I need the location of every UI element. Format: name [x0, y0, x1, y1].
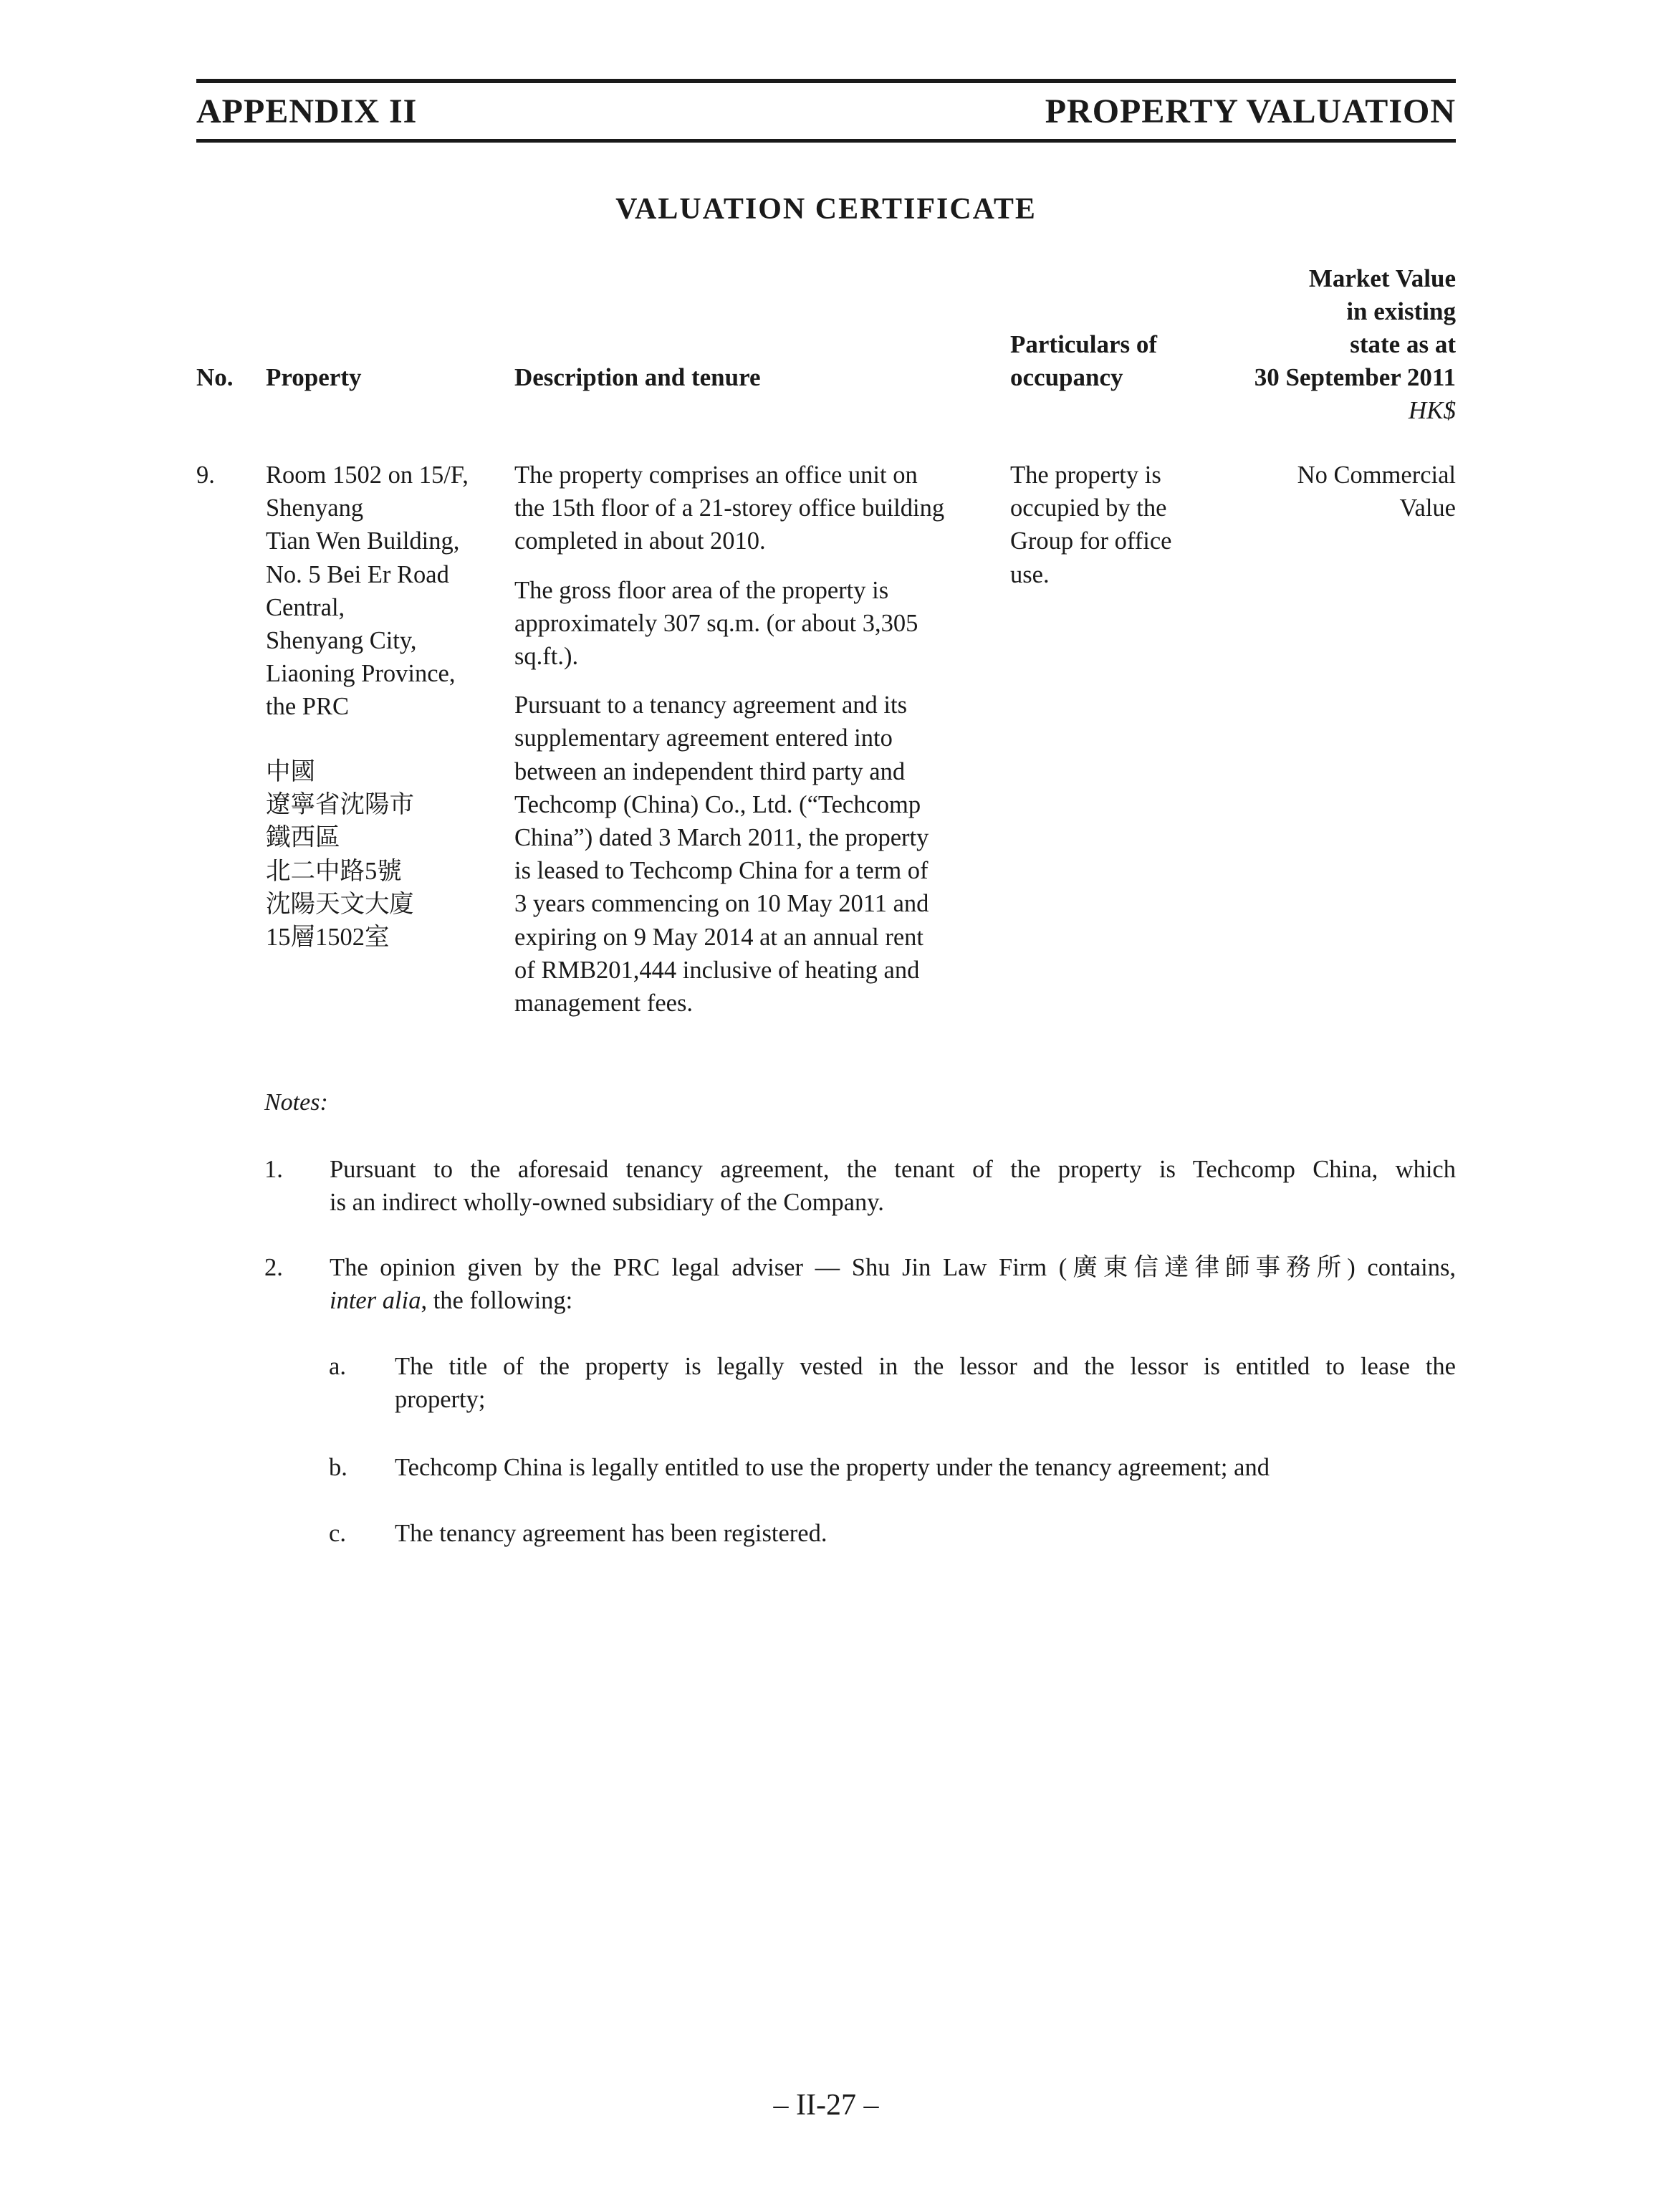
description-line: The property comprises an office unit on: [514, 461, 918, 489]
note-line: The opinion given by the PRC legal adviser — Shu Jin Law Firm (廣東信達律師事務所) contains,: [330, 1254, 1456, 1281]
description-line: expiring on 9 May 2014 at an annual rent: [514, 923, 924, 951]
section-title: PROPERTY VALUATION: [1045, 92, 1456, 130]
address-line: No. 5 Bei Er Road: [266, 560, 449, 588]
col-header-no: No.: [196, 363, 234, 391]
col-header-market-value-line: 30 September 2011: [1254, 363, 1456, 391]
note-line: [330, 1284, 1456, 1317]
property-address-en: [266, 459, 469, 724]
description-line: of RMB201,444 inclusive of heating and: [514, 956, 920, 984]
description-line: The gross floor area of the property is: [514, 576, 889, 604]
address-line: Liaoning Province,: [266, 660, 456, 688]
address-line-cn: 遼寧省沈陽市: [266, 791, 414, 819]
description-line: between an independent third party and: [514, 757, 906, 785]
currency-label: HK$: [1408, 396, 1456, 424]
col-header-description: Description and tenure: [514, 363, 761, 391]
property-address-cn: [266, 755, 414, 954]
description-and-tenure: [514, 459, 944, 1020]
market-value-line: No Commercial: [1297, 461, 1456, 489]
address-line-cn: 中國: [266, 758, 315, 785]
note-line: Pursuant to the aforesaid tenancy agreement, the tenant of the property is Techcomp China, which: [330, 1156, 1456, 1183]
address-line-cn: 沈陽天文大廈: [266, 890, 414, 918]
address-line: Room 1502 on 15/F,: [266, 461, 469, 489]
note-marker: 1.: [264, 1156, 283, 1183]
page-number: – II-27 –: [773, 2089, 879, 2122]
appendix-label: APPENDIX II: [196, 92, 418, 130]
col-header-occupancy-line: Particulars of: [1010, 330, 1158, 358]
address-line: Shenyang City,: [266, 627, 417, 655]
col-header-property: Property: [266, 363, 362, 391]
col-header-market-value: [1155, 262, 1456, 427]
certificate-title: VALUATION CERTIFICATE: [615, 193, 1037, 226]
description-line: 3 years commencing on 10 May 2011 and: [514, 890, 929, 918]
occupancy-line: The property is: [1010, 461, 1161, 489]
note-text: , the following:: [421, 1287, 573, 1314]
address-line: the PRC: [266, 693, 349, 721]
notes-label: Notes:: [264, 1089, 328, 1116]
col-header-occupancy-line: occupancy: [1010, 363, 1123, 391]
sub-note-marker: c.: [329, 1520, 346, 1547]
description-line: sq.ft.).: [514, 643, 579, 671]
description-line: completed in about 2010.: [514, 527, 766, 555]
market-value-line: Value: [1399, 494, 1456, 522]
occupancy-line: occupied by the: [1010, 494, 1167, 522]
sub-note-line: property;: [395, 1386, 486, 1413]
header-top-rule: [196, 79, 1456, 83]
note-italic-text: inter alia: [330, 1287, 421, 1314]
note-line: is an indirect wholly-owned subsidiary of the Company.: [330, 1189, 884, 1216]
sub-note-line: Techcomp China is legally entitled to use the property under the tenancy agreement; and: [395, 1454, 1270, 1481]
note-marker: 2.: [264, 1254, 283, 1281]
description-line: supplementary agreement entered into: [514, 724, 893, 752]
occupancy-line: Group for office: [1010, 527, 1172, 555]
sub-note-line: The title of the property is legally vested in the lessor and the lessor is entitled to lease the: [395, 1353, 1456, 1380]
header-bottom-rule: [196, 139, 1456, 143]
address-line: Central,: [266, 593, 345, 621]
address-line-cn: 15層1502室: [266, 924, 390, 952]
col-header-market-value-line: state as at: [1350, 330, 1456, 358]
address-line: Shenyang: [266, 494, 364, 522]
market-value: [1297, 459, 1456, 525]
description-line: approximately 307 sq.m. (or about 3,305: [514, 609, 918, 637]
particulars-of-occupancy: [1010, 459, 1171, 591]
description-line: the 15th floor of a 21-storey office building: [514, 494, 945, 522]
description-line: China”) dated 3 March 2011, the property: [514, 824, 929, 852]
description-line: Techcomp (China) Co., Ltd. (“Techcomp: [514, 790, 921, 818]
col-header-market-value-line: Market Value: [1308, 264, 1456, 292]
address-line-cn: 北二中路5號: [266, 857, 402, 885]
address-line: Tian Wen Building,: [266, 527, 460, 555]
col-header-market-value-line: in existing: [1346, 297, 1456, 325]
occupancy-line: use.: [1010, 560, 1050, 588]
sub-note-marker: a.: [329, 1353, 346, 1380]
sub-note-line: The tenancy agreement has been registered.: [395, 1520, 827, 1547]
sub-note-marker: b.: [329, 1454, 347, 1481]
description-line: management fees.: [514, 990, 694, 1018]
description-line: Pursuant to a tenancy agreement and its: [514, 691, 907, 719]
row-number: 9.: [196, 461, 215, 489]
description-line: is leased to Techcomp China for a term of: [514, 857, 929, 885]
address-line-cn: 鐵西區: [266, 824, 340, 852]
